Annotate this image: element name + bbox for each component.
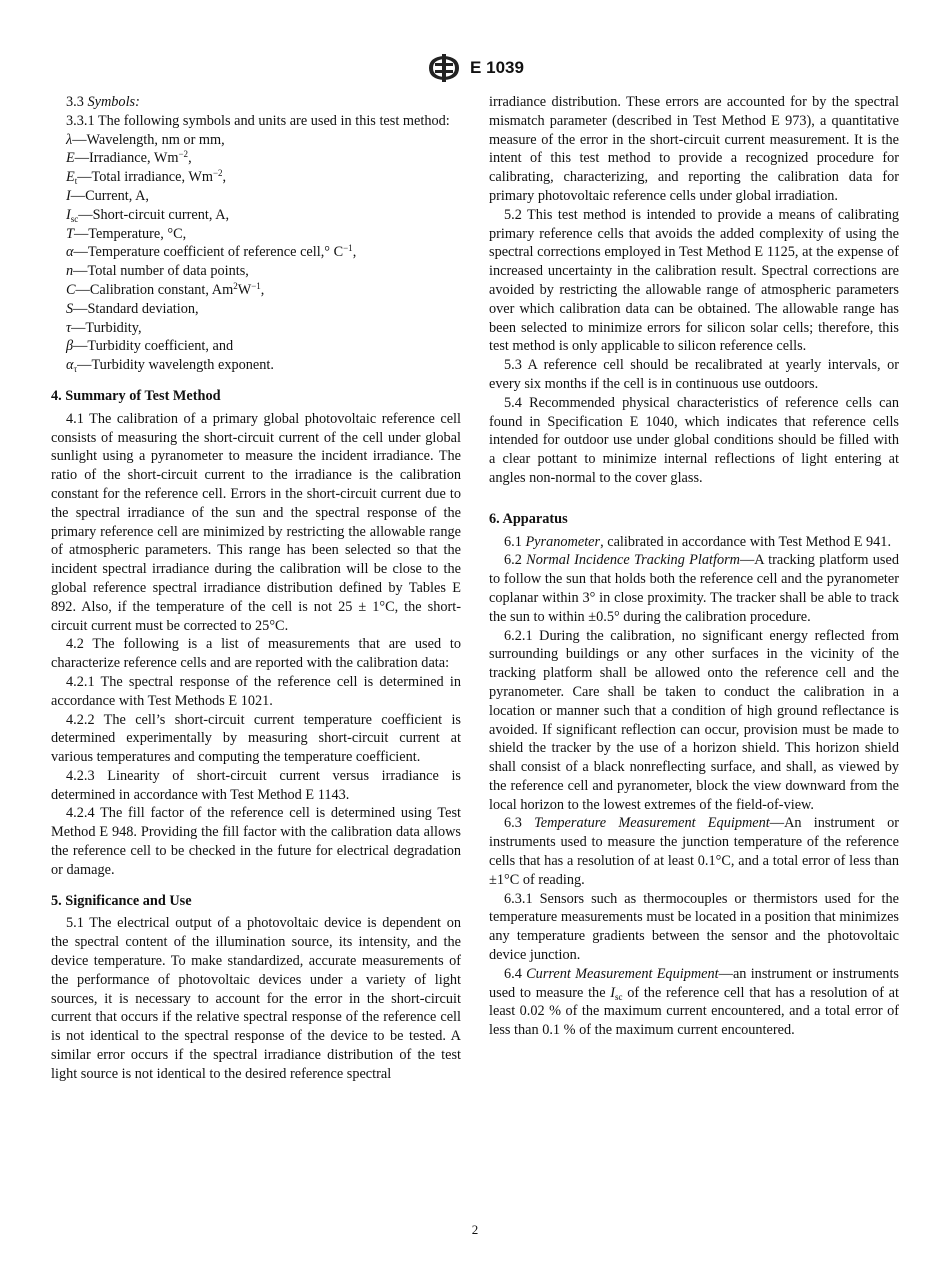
symbol-entry: I—Current, A,	[66, 187, 149, 204]
right-column	[489, 93, 899, 1040]
symbol-entry: S—Standard deviation,	[66, 300, 199, 317]
symbol-entry: E—Irradiance, $Wm^{-2}$,	[66, 149, 192, 167]
symbol-entry: λ—Wavelength, nm or mm,	[66, 131, 225, 148]
section-6-3: 6.3 Temperature Measurement Equipment—An instrument or instruments used to measure the junction temperature of the reference cells that has a resolution of at least 0.1°C, and a total error of less than ±1°C of reading.	[489, 815, 900, 888]
document-code: E 1039	[470, 58, 524, 77]
symbol-entry: C—Calibration constant, $Am^2W^{-1}$,	[66, 280, 265, 298]
section-4-2-2: 4.2.2 The cell’s short-circuit current temperature coefficient is determined experimentally by measuring short-circuit current at various temperatures and computing the temperature coefficient.	[51, 711, 461, 766]
heading-apparatus: 6. Apparatus	[489, 510, 568, 527]
section-5-2: 5.2 This test method is intended to provide a means of calibrating primary reference cells that avoids the added complexity of using the spectral corrections employed in Test Method E 1125, at the expense of increased uncertainty in the calibration result. Spectral corrections are avoided by restricting the allowable range of atmospheric parameters over which calibration data can be obtained. The allowable range has been selected to minimize errors for silicon solar cells; therefore, this test method is only applicable to silicon reference cells.	[489, 206, 899, 355]
section-5-3: 5.3 A reference cell should be recalibrated at yearly intervals, or every six months if the cell is in continuous use outdoors.	[489, 357, 899, 392]
section-4-2-1: 4.2.1 The spectral response of the reference cell is determined in accordance with Test Methods E 1021.	[51, 673, 461, 709]
section-6-3-1: 6.3.1 Sensors such as thermocouples or thermistors used for the temperature measurements must be located in a position that minimizes any temperature gradients between the sensor and the photovoltaic device junction.	[489, 890, 899, 964]
astm-logo-icon	[426, 53, 462, 83]
page-header	[0, 53, 950, 83]
symbol-entry: $I_{sc}—Short$-circuit current, A,	[66, 206, 230, 224]
symbol-entry: τ—Turbidity,	[66, 319, 142, 336]
section-5-1-continued: irradiance distribution. These errors are accounted for by the spectral mismatch parameter (described in Test Method E 973), a quantitative measure of the error in the short-circuit current measurement. It is the intent of this test method to provide a recognized procedure for calibrating, characterizing, and reporting the calibration data for primary photovoltaic reference cells under global irradiation.	[489, 94, 899, 204]
section-5-1: 5.1 The electrical output of a photovoltaic device is dependent on the spectral content of the illumination source, its intensity, and the device temperature. To make standardized, accurate measurements of the performance of photovoltaic devices under a variety of light sources, it is necessary to account for the error in the short-circuit current that occurs if the relative spectral response of the reference cell is not identical to the spectral response of the device to be tested. A similar error occurs if the spectral irradiance distribution of the test light source is not identical to the desired reference spectral	[51, 915, 461, 1082]
section-6-2: 6.2 Normal Incidence Tracking Platform—A tracking platform used to follow the sun that holds both the reference cell and the pyranometer coplanar within 3° in close proximity. The tracker shall be able to track the sun to within ±0.5° during the calibration procedure.	[489, 552, 899, 625]
left-column	[51, 93, 461, 1084]
symbol-list	[51, 131, 461, 375]
section-4-2-3: 4.2.3 Linearity of short-circuit current versus irradiance is determined in accordance with Test Method E 1143.	[51, 767, 461, 803]
section-4-2: 4.2 The following is a list of measurements that are used to characterize reference cells and are reported with the calibration data:	[51, 636, 461, 672]
symbol-entry: α—Temperature coefficient of reference cell,° $C^{-1}$,	[66, 243, 357, 261]
heading-significance: 5. Significance and Use	[51, 892, 192, 909]
heading-summary: 4. Summary of Test Method	[51, 387, 221, 404]
symbol-entry: β—Turbidity coefficient, and	[66, 338, 234, 355]
section-5-4: 5.4 Recommended physical characteristics of reference cells can found in Specification E 1040, which indicates that reference cells intended for outdoor use under global conditions should be filled with a clear pottant to minimize internal reflections of light entering at angles non-normal to the cover glass.	[489, 394, 899, 486]
symbol-entry: T—Temperature, °C,	[66, 225, 187, 242]
page-number: 2	[471, 1222, 479, 1237]
section-6-4: 6.4 Current Measurement Equipment—an instrument or instruments used to measure the $I_{sc}$ of the reference cell that has a resolution of at least 0.02 % of the maximum current encountered, and a total error of less than 0.1 % of the maximum current encountered.	[489, 965, 899, 1039]
symbol-entry: $E_t—Total$ irradiance, $Wm^{-2}$,	[66, 168, 227, 187]
symbol-entry: n—Total number of data points,	[66, 263, 249, 280]
section-6-1: 6.1 Pyranometer, calibrated in accordance with Test Method E 941.	[504, 533, 892, 550]
section-3-3-1: 3.3.1 The following symbols and units are used in this test method:	[66, 112, 450, 129]
section-4-1: 4.1 The calibration of a primary global photovoltaic reference cell consists of measuring the short-circuit current of the cell under global sunlight using a pyranometer to measure the incident irradiance. The ratio of the short-circuit current to the irradiance is the calibration constant for the reference cell. Errors in the short-circuit current due to the spectral irradiance of the sun and the spectral response of the primary reference cell are minimized by restricting the allowable range of atmospheric parameters. This range has been selected so that the incident spectral irradiance during the calibration will be close to the global reference spectral irradiance distribution defined by Tables E 892. Also, if the temperature of the cell is not 25 ± 1°C, the short-circuit current must be corrected to 25°C.	[51, 410, 461, 634]
section-4-2-4: 4.2.4 The fill factor of the reference cell is determined using Test Method E 948. Providing the fill factor with the calibration data allows the reference cell to be checked in the future for electrical degradation or damage.	[51, 805, 461, 878]
section-3-3: 3.3 Symbols:	[66, 94, 140, 110]
section-6-2-1: 6.2.1 During the calibration, no significant energy reflected from surrounding buildings or any other surfaces in the vicinity of the tracking platform shall be allowed onto the reference cell and the pyranometer. Care shall be taken to conduct the calibration in a location or manner such that a condition of high ground reflectance is avoided. If significant reflection can occur, provision must be made to shield the tracker by the use of a horizon shield. This horizon shield shall consist of a black nonreflecting surface, and shall, as viewed by the reference cell and pyranometer, block the view downward from the local horizon to the lowest extremes of the field-of-view.	[489, 627, 899, 813]
symbol-entry: $\alpha_\tau—Turbidity$ wavelength exponent.	[66, 357, 274, 375]
